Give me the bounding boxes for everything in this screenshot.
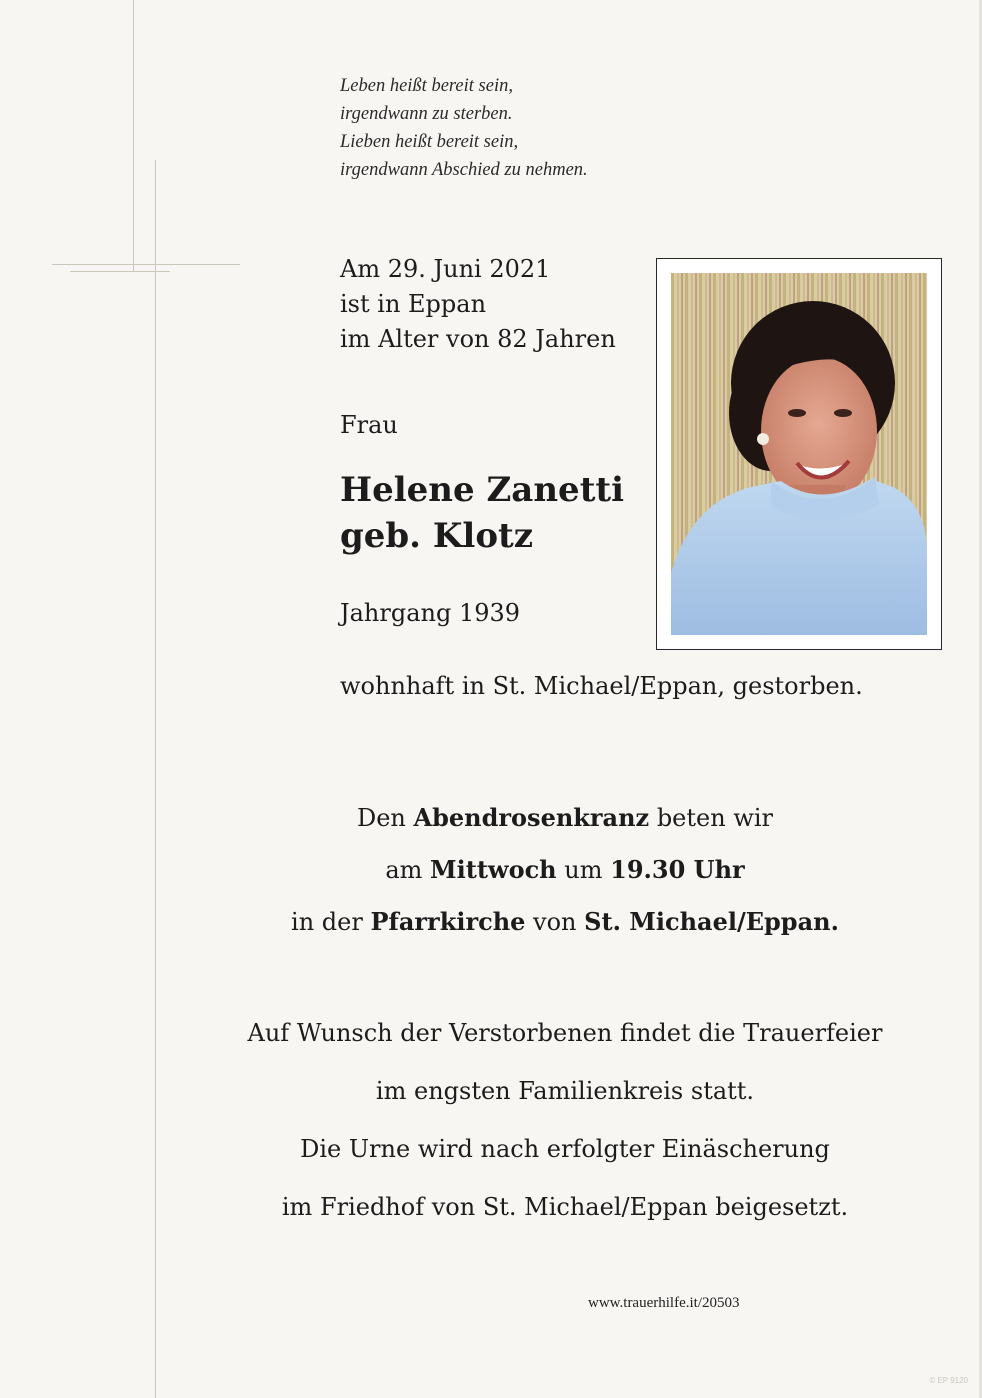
rosary-text: um <box>556 856 611 884</box>
rosary-text: beten wir <box>649 804 774 832</box>
rosary-time: 19.30 Uhr <box>610 855 745 884</box>
birth-year: Jahrgang 1939 <box>340 599 521 627</box>
maiden-name-line: geb. Klotz <box>340 516 534 556</box>
residence-line: wohnhaft in St. Michael/Eppan, gestorben. <box>340 672 863 700</box>
cross-horizontal-line-top <box>52 264 240 265</box>
ceremony-line: Auf Wunsch der Verstorbenen findet die Trauerfeier <box>247 1019 883 1047</box>
print-code: © EP 9120 <box>929 1376 968 1385</box>
cross-vertical-line-left <box>133 0 134 272</box>
death-place: ist in Eppan <box>340 290 487 318</box>
poem <box>340 72 588 184</box>
portrait-photo <box>671 273 927 635</box>
rosary-text: in der <box>291 908 371 936</box>
death-announcement-intro <box>340 252 616 357</box>
rosary-location-line <box>180 896 950 948</box>
funeral-ceremony-info <box>180 1004 950 1236</box>
cross-vertical-line-right <box>155 160 156 1398</box>
rosary-text: von <box>525 908 585 936</box>
rosary-parish: St. Michael/Eppan. <box>584 907 839 936</box>
age-at-death: im Alter von 82 Jahren <box>340 325 616 353</box>
poem-line: irgendwann Abschied zu nehmen. <box>340 160 588 180</box>
rosary-time-line <box>180 844 950 896</box>
ceremony-line: im engsten Familienkreis statt. <box>375 1077 755 1105</box>
deceased-name <box>340 467 624 559</box>
cross-horizontal-line-bottom <box>70 271 170 272</box>
portrait-frame <box>656 258 942 650</box>
rosary-text: am <box>385 856 431 884</box>
ceremony-line: Die Urne wird nach erfolgter Einäscherung <box>300 1135 830 1163</box>
death-date: Am 29. Juni 2021 <box>340 255 551 283</box>
poem-line: irgendwann zu sterben. <box>340 104 513 124</box>
website-link[interactable]: www.trauerhilfe.it/20503 <box>588 1295 740 1311</box>
rosary-line <box>180 792 950 844</box>
rosary-church: Pfarrkirche <box>370 907 526 936</box>
rosary-day: Mittwoch <box>430 855 557 884</box>
rosary-term: Abendrosenkranz <box>413 803 650 832</box>
deceased-name-line: Helene Zanetti <box>340 470 625 510</box>
salutation: Frau <box>340 411 398 439</box>
rosary-text: Den <box>356 804 414 832</box>
portrait-photo-icon <box>671 273 927 635</box>
rosary-info <box>180 792 950 948</box>
poem-line: Lieben heißt bereit sein, <box>340 132 519 152</box>
poem-line: Leben heißt bereit sein, <box>340 76 513 96</box>
ceremony-line: im Friedhof von St. Michael/Eppan beigesetzt. <box>281 1193 849 1221</box>
